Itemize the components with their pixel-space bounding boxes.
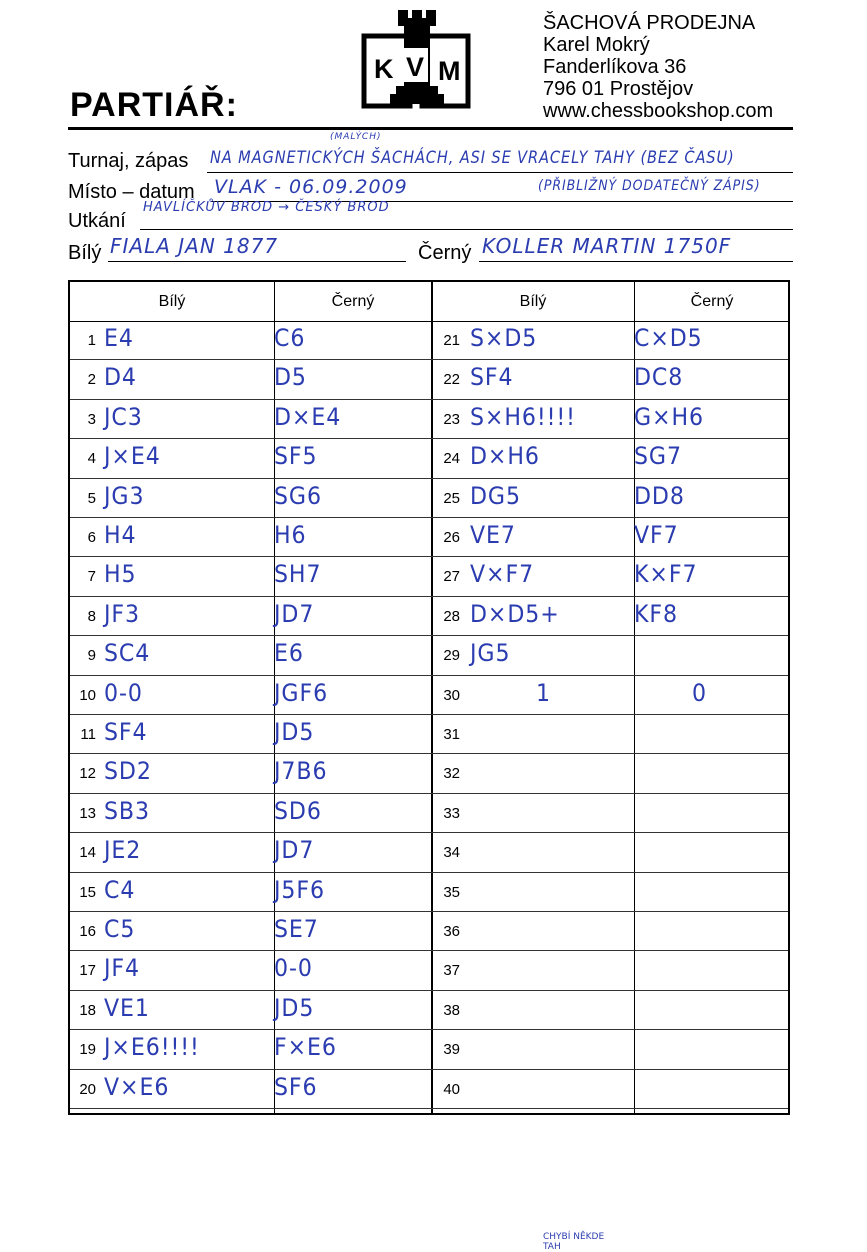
black-player-line xyxy=(479,261,793,262)
white-move: SD2 xyxy=(104,757,152,786)
move-24-note: CHYBÍ NĚKDE TAH xyxy=(543,1232,605,1252)
black-move: KF8 xyxy=(634,599,678,628)
logo-letter-m: M xyxy=(438,56,461,86)
row-divider xyxy=(70,1029,430,1030)
white-move: JF4 xyxy=(104,954,141,983)
white-move: JC3 xyxy=(104,402,143,431)
header-black-right: Černý xyxy=(634,282,790,322)
row-divider xyxy=(430,1069,788,1070)
row-divider xyxy=(70,1069,430,1070)
black-move: JD5 xyxy=(274,718,315,746)
black-move: SE7 xyxy=(274,915,319,943)
white-move: 1 xyxy=(536,678,551,707)
move-number: 26 xyxy=(443,529,460,546)
white-move: VE7 xyxy=(470,521,516,549)
row-divider xyxy=(430,911,788,912)
move-number: 33 xyxy=(443,804,460,822)
row-divider xyxy=(430,753,788,754)
white-move: JG3 xyxy=(104,481,145,510)
white-player-line xyxy=(108,261,406,262)
event-insert: (MALÝCH) xyxy=(330,132,382,142)
row-divider xyxy=(430,359,788,360)
white-move: V×F7 xyxy=(470,560,535,589)
move-number: 20 xyxy=(79,1080,96,1098)
move-number: 6 xyxy=(87,529,96,546)
move-number: 8 xyxy=(87,607,96,625)
white-move: S×D5 xyxy=(470,324,538,352)
row-divider xyxy=(430,556,788,557)
black-move: JD7 xyxy=(274,599,315,628)
move-number: 17 xyxy=(79,962,96,980)
move-number: 18 xyxy=(79,1001,96,1019)
row-divider xyxy=(70,714,430,715)
place-note: (PŘIBLIŽNÝ DODATEČNÝ ZÁPIS) xyxy=(538,178,761,194)
black-move: J5F6 xyxy=(274,875,325,904)
white-move: E4 xyxy=(104,324,134,352)
row-divider xyxy=(430,478,788,479)
match-label: Utkání xyxy=(68,210,126,232)
shop-street: Fanderlíkova 36 xyxy=(543,56,687,78)
move-number: 36 xyxy=(443,923,460,940)
move-number: 34 xyxy=(443,844,460,862)
row-divider xyxy=(70,675,430,676)
white-move: J×E6!!!! xyxy=(104,1033,200,1062)
black-move: VF7 xyxy=(634,521,679,549)
black-move: SD6 xyxy=(274,796,322,825)
row-divider xyxy=(70,950,430,951)
move-number: 37 xyxy=(443,962,460,980)
move-number: 11 xyxy=(80,726,96,743)
black-move: D5 xyxy=(274,363,307,392)
black-move: J7B6 xyxy=(274,757,328,786)
row-divider xyxy=(70,635,430,636)
place-value: VLAK - 06.09.2009 xyxy=(214,176,408,198)
row-divider xyxy=(70,517,430,518)
move-number: 10 xyxy=(79,686,96,704)
move-number: 2 xyxy=(87,371,96,389)
event-label: Turnaj, zápas xyxy=(68,150,189,172)
header-white-left: Bílý xyxy=(70,282,274,322)
row-divider xyxy=(70,596,430,597)
black-player-value: KOLLER MARTIN 1750F xyxy=(482,234,732,258)
shop-website[interactable]: www.chessbookshop.com xyxy=(543,100,774,122)
black-move: DD8 xyxy=(634,481,685,510)
white-move: SF4 xyxy=(104,718,148,746)
white-move: V×E6 xyxy=(104,1072,170,1101)
row-divider xyxy=(430,399,788,400)
move-number: 4 xyxy=(87,450,96,468)
move-number: 35 xyxy=(443,883,460,901)
move-number: 24 xyxy=(443,450,460,468)
white-move: J×E4 xyxy=(104,442,161,471)
move-number: 22 xyxy=(443,371,460,389)
row-divider xyxy=(70,832,430,833)
black-move: JGF6 xyxy=(274,678,329,707)
black-move: SF5 xyxy=(274,442,318,471)
black-move: D×E4 xyxy=(274,402,342,431)
white-move: H5 xyxy=(104,560,137,589)
move-number: 25 xyxy=(443,489,460,507)
match-line xyxy=(140,229,793,230)
row-divider xyxy=(70,1108,430,1109)
move-number: 14 xyxy=(79,844,96,862)
row-divider xyxy=(70,990,430,991)
row-divider xyxy=(70,556,430,557)
row-divider xyxy=(70,359,430,360)
black-move: SG7 xyxy=(634,442,682,471)
black-move: SF6 xyxy=(274,1072,318,1101)
black-move: K×F7 xyxy=(634,560,698,589)
white-move: SB3 xyxy=(104,796,150,825)
move-number: 29 xyxy=(443,647,460,665)
move-number: 5 xyxy=(87,489,96,507)
header-divider xyxy=(68,127,793,130)
row-divider xyxy=(70,793,430,794)
black-move: C6 xyxy=(274,324,306,352)
white-player-label: Bílý xyxy=(68,242,102,264)
black-move: 0 xyxy=(692,678,707,707)
shop-city: 796 01 Prostějov xyxy=(543,78,694,100)
move-number: 39 xyxy=(443,1041,460,1059)
move-number: 28 xyxy=(443,607,460,625)
white-move: JE2 xyxy=(104,836,142,865)
black-move: SH7 xyxy=(274,560,322,589)
row-divider xyxy=(430,675,788,676)
black-player-label: Černý xyxy=(418,242,472,264)
white-move: C5 xyxy=(104,915,136,943)
move-number: 15 xyxy=(79,883,96,901)
row-divider xyxy=(430,793,788,794)
row-divider xyxy=(430,1108,788,1109)
row-divider xyxy=(70,399,430,400)
move-number: 16 xyxy=(79,923,96,940)
move-number: 9 xyxy=(87,647,96,665)
black-move: JD7 xyxy=(274,836,315,865)
row-divider xyxy=(430,1029,788,1030)
row-divider xyxy=(430,596,788,597)
place-label: Místo – datum xyxy=(68,181,195,203)
black-move: JD5 xyxy=(274,993,315,1022)
move-number: 12 xyxy=(79,765,96,783)
black-move: G×H6 xyxy=(634,402,704,431)
white-move: D×D5+ xyxy=(470,599,560,628)
shop-name: ŠACHOVÁ PRODEJNA xyxy=(543,12,756,34)
move-number: 23 xyxy=(443,410,460,428)
row-divider xyxy=(430,714,788,715)
move-number: 13 xyxy=(79,804,96,822)
black-move: SG6 xyxy=(274,481,322,510)
white-move: S×H6!!!! xyxy=(470,402,576,431)
white-player-value: FIALA JAN 1877 xyxy=(110,234,279,258)
black-move: F×E6 xyxy=(274,1033,337,1062)
white-move: DG5 xyxy=(470,481,521,510)
header-black-left: Černý xyxy=(274,282,432,322)
white-move: JG5 xyxy=(470,639,511,668)
white-move: D4 xyxy=(104,363,137,392)
move-number: 7 xyxy=(87,568,96,586)
row-divider xyxy=(430,872,788,873)
white-move: H4 xyxy=(104,521,137,549)
event-line xyxy=(207,172,793,173)
logo-letter-v: V xyxy=(406,52,425,82)
match-value: HAVLÍČKŮV BROD → ČESKÝ BROD xyxy=(143,200,390,215)
move-number: 32 xyxy=(443,765,460,783)
move-number: 40 xyxy=(443,1080,460,1098)
move-number: 31 xyxy=(443,726,460,743)
black-move: E6 xyxy=(274,639,304,668)
row-divider xyxy=(70,872,430,873)
row-divider xyxy=(70,911,430,912)
move-number: 1 xyxy=(87,332,96,349)
white-move: VE1 xyxy=(104,993,150,1022)
move-number: 21 xyxy=(443,332,460,349)
row-divider xyxy=(430,438,788,439)
page-title: PARTIÁŘ: xyxy=(70,86,238,124)
move-number: 19 xyxy=(79,1041,96,1059)
center-divider xyxy=(431,282,433,1113)
black-move: 0-0 xyxy=(274,954,313,983)
move-number: 30 xyxy=(443,686,460,704)
white-move: D×H6 xyxy=(470,442,540,471)
white-move: JF3 xyxy=(104,599,141,628)
row-divider xyxy=(430,990,788,991)
row-divider xyxy=(430,517,788,518)
row-divider xyxy=(430,950,788,951)
shop-address xyxy=(543,12,773,122)
shop-owner: Karel Mokrý xyxy=(543,34,650,56)
white-move: SC4 xyxy=(104,639,151,668)
black-move: C×D5 xyxy=(634,324,703,352)
white-move: C4 xyxy=(104,875,136,904)
logo-letter-k: K xyxy=(374,54,394,84)
white-move: 0-0 xyxy=(104,678,143,707)
row-divider xyxy=(70,438,430,439)
header-white-right: Bílý xyxy=(432,282,634,322)
move-number: 3 xyxy=(87,410,96,428)
row-divider xyxy=(70,753,430,754)
row-divider xyxy=(430,832,788,833)
move-number: 27 xyxy=(443,568,460,586)
event-value: NA MAGNETICKÝCH ŠACHÁCH, ASI SE VRACELY TAHY (BEZ ČASU) xyxy=(210,148,735,168)
move-number: 38 xyxy=(443,1001,460,1019)
black-move: H6 xyxy=(274,521,307,549)
row-divider xyxy=(430,635,788,636)
black-move: DC8 xyxy=(634,363,684,392)
row-divider xyxy=(70,478,430,479)
white-move: SF4 xyxy=(470,363,514,392)
